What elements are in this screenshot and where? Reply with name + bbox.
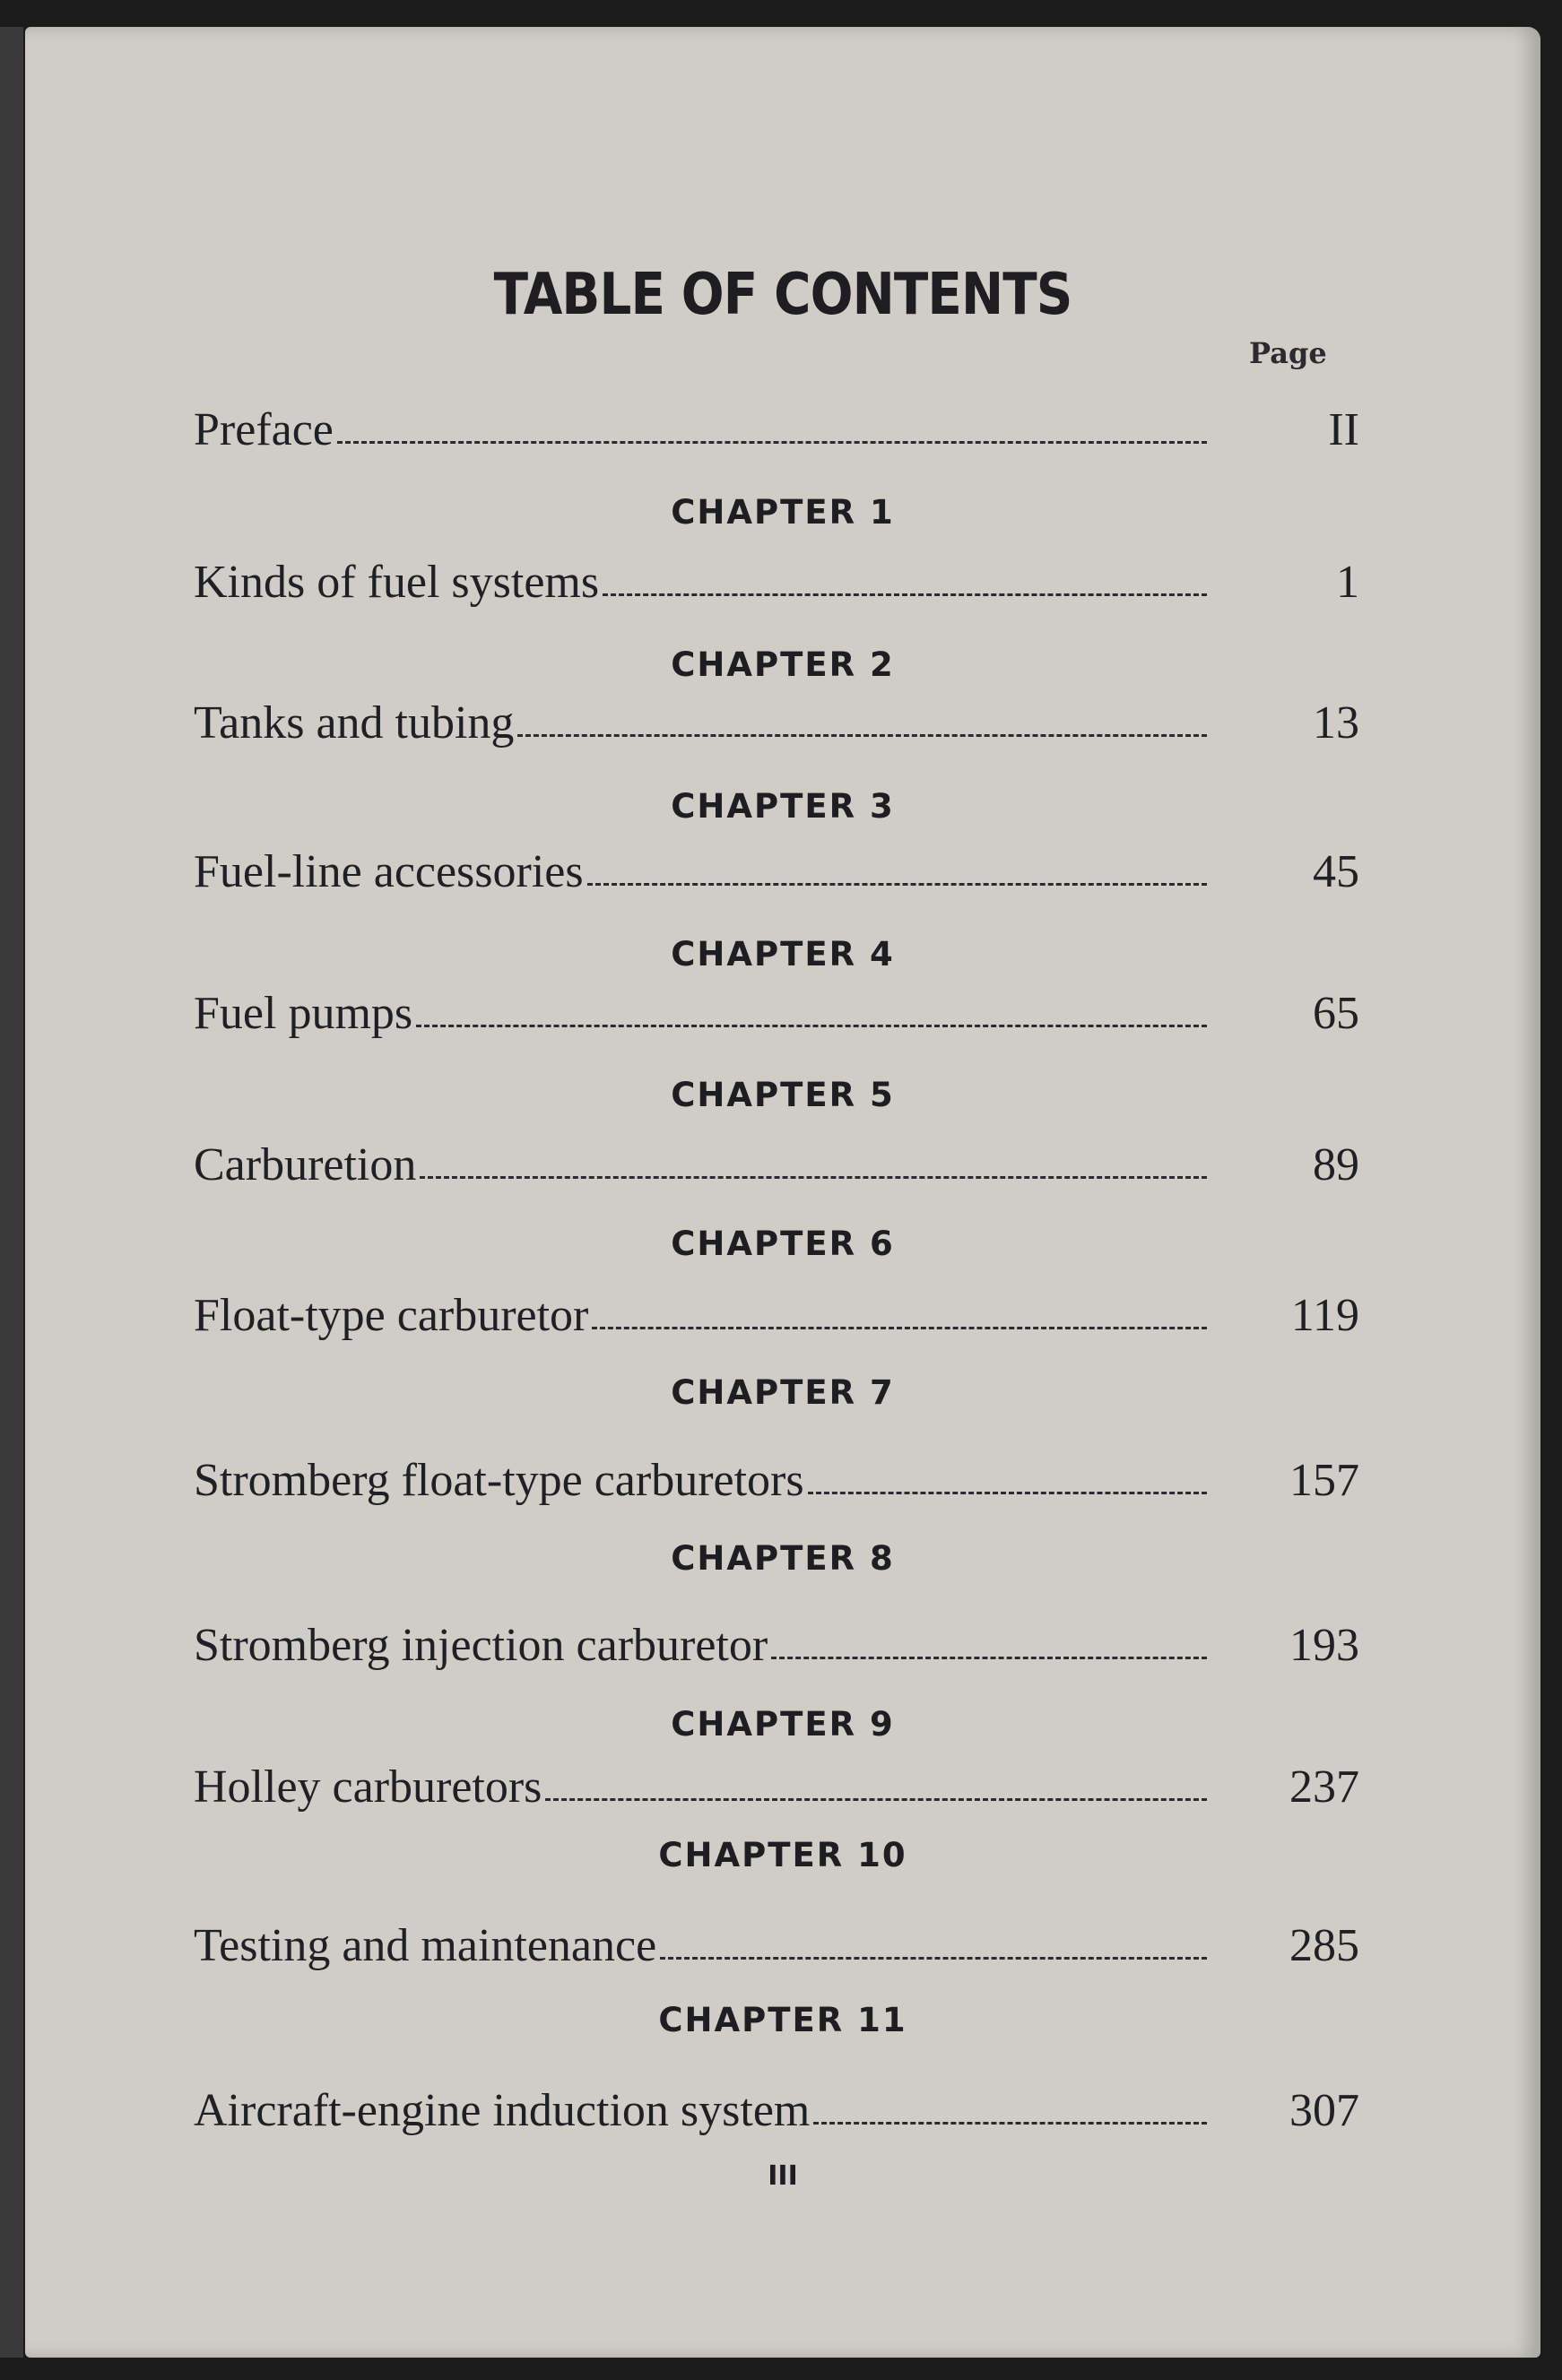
entry-page-number: 119 [1290, 1290, 1359, 1341]
page-column-label: Page [1249, 336, 1327, 370]
entry-page-number: 65 [1313, 988, 1359, 1039]
toc-entry [194, 403, 1359, 456]
entry-page-number: 193 [1289, 1620, 1359, 1671]
dot-leader [603, 593, 1207, 596]
toc-entry [194, 1919, 1359, 1972]
dot-leader [808, 1492, 1207, 1494]
dot-leader [420, 1176, 1207, 1179]
dot-leader [337, 441, 1207, 444]
entry-page-number: 307 [1289, 2085, 1359, 2136]
entry-page-number: 89 [1313, 1139, 1359, 1190]
dot-leader [587, 883, 1207, 886]
entry-title: Float-type carburetor [194, 1290, 589, 1341]
entry-page-number: II [1328, 404, 1359, 455]
dot-leader [545, 1798, 1207, 1801]
chapter-heading: CHAPTER 1 [671, 493, 895, 532]
entry-title: Holley carburetors [194, 1761, 542, 1813]
entry-page-number: 13 [1313, 697, 1359, 749]
dot-leader [660, 1957, 1207, 1960]
dot-leader [517, 734, 1207, 737]
chapter-heading: CHAPTER 11 [658, 2001, 907, 2039]
book-page [25, 27, 1540, 2358]
entry-title: Fuel pumps [194, 988, 413, 1039]
toc-entry [194, 1138, 1359, 1191]
toc-entry [194, 697, 1359, 749]
chapter-heading: CHAPTER 7 [671, 1373, 895, 1412]
entry-title: Carburetion [194, 1139, 417, 1190]
toc-entry [194, 2084, 1359, 2137]
chapter-heading: CHAPTER 4 [671, 935, 895, 974]
adjacent-page-edge [0, 27, 23, 2358]
dot-leader [416, 1025, 1207, 1027]
toc-entry [194, 987, 1359, 1040]
entry-title: Preface [194, 404, 334, 455]
chapter-heading: CHAPTER 8 [671, 1539, 895, 1578]
entry-title: Tanks and tubing [194, 697, 515, 749]
toc-entry [194, 1761, 1359, 1813]
entry-page-number: 157 [1289, 1455, 1359, 1506]
entry-title: Stromberg injection carburetor [194, 1620, 768, 1671]
chapter-heading: CHAPTER 5 [671, 1076, 895, 1114]
entry-title: Kinds of fuel systems [194, 557, 600, 608]
toc-entry [194, 1289, 1359, 1342]
chapter-heading: CHAPTER 10 [658, 1836, 907, 1874]
entry-title: Testing and maintenance [194, 1920, 657, 1971]
chapter-heading: CHAPTER 3 [671, 787, 895, 826]
dot-leader [592, 1327, 1207, 1329]
entry-title: Fuel-line accessories [194, 846, 584, 897]
entry-page-number: 45 [1313, 846, 1359, 897]
toc-entry [194, 556, 1359, 609]
page-title: TABLE OF CONTENTS [493, 262, 1072, 328]
chapter-heading: CHAPTER 9 [671, 1705, 895, 1744]
chapter-heading: CHAPTER 2 [671, 645, 895, 684]
toc-entry [194, 1619, 1359, 1672]
entry-page-number: 285 [1289, 1920, 1359, 1971]
entry-title: Stromberg float-type carburetors [194, 1455, 804, 1506]
dot-leader [813, 2122, 1207, 2125]
entry-title: Aircraft-engine induction system [194, 2085, 811, 2136]
entry-page-number: 237 [1289, 1761, 1359, 1813]
chapter-heading: CHAPTER 6 [671, 1225, 895, 1263]
page-folio: III [768, 2160, 798, 2192]
entry-page-number: 1 [1336, 557, 1359, 608]
toc-entry [194, 845, 1359, 898]
dot-leader [771, 1657, 1207, 1659]
toc-entry [194, 1454, 1359, 1507]
